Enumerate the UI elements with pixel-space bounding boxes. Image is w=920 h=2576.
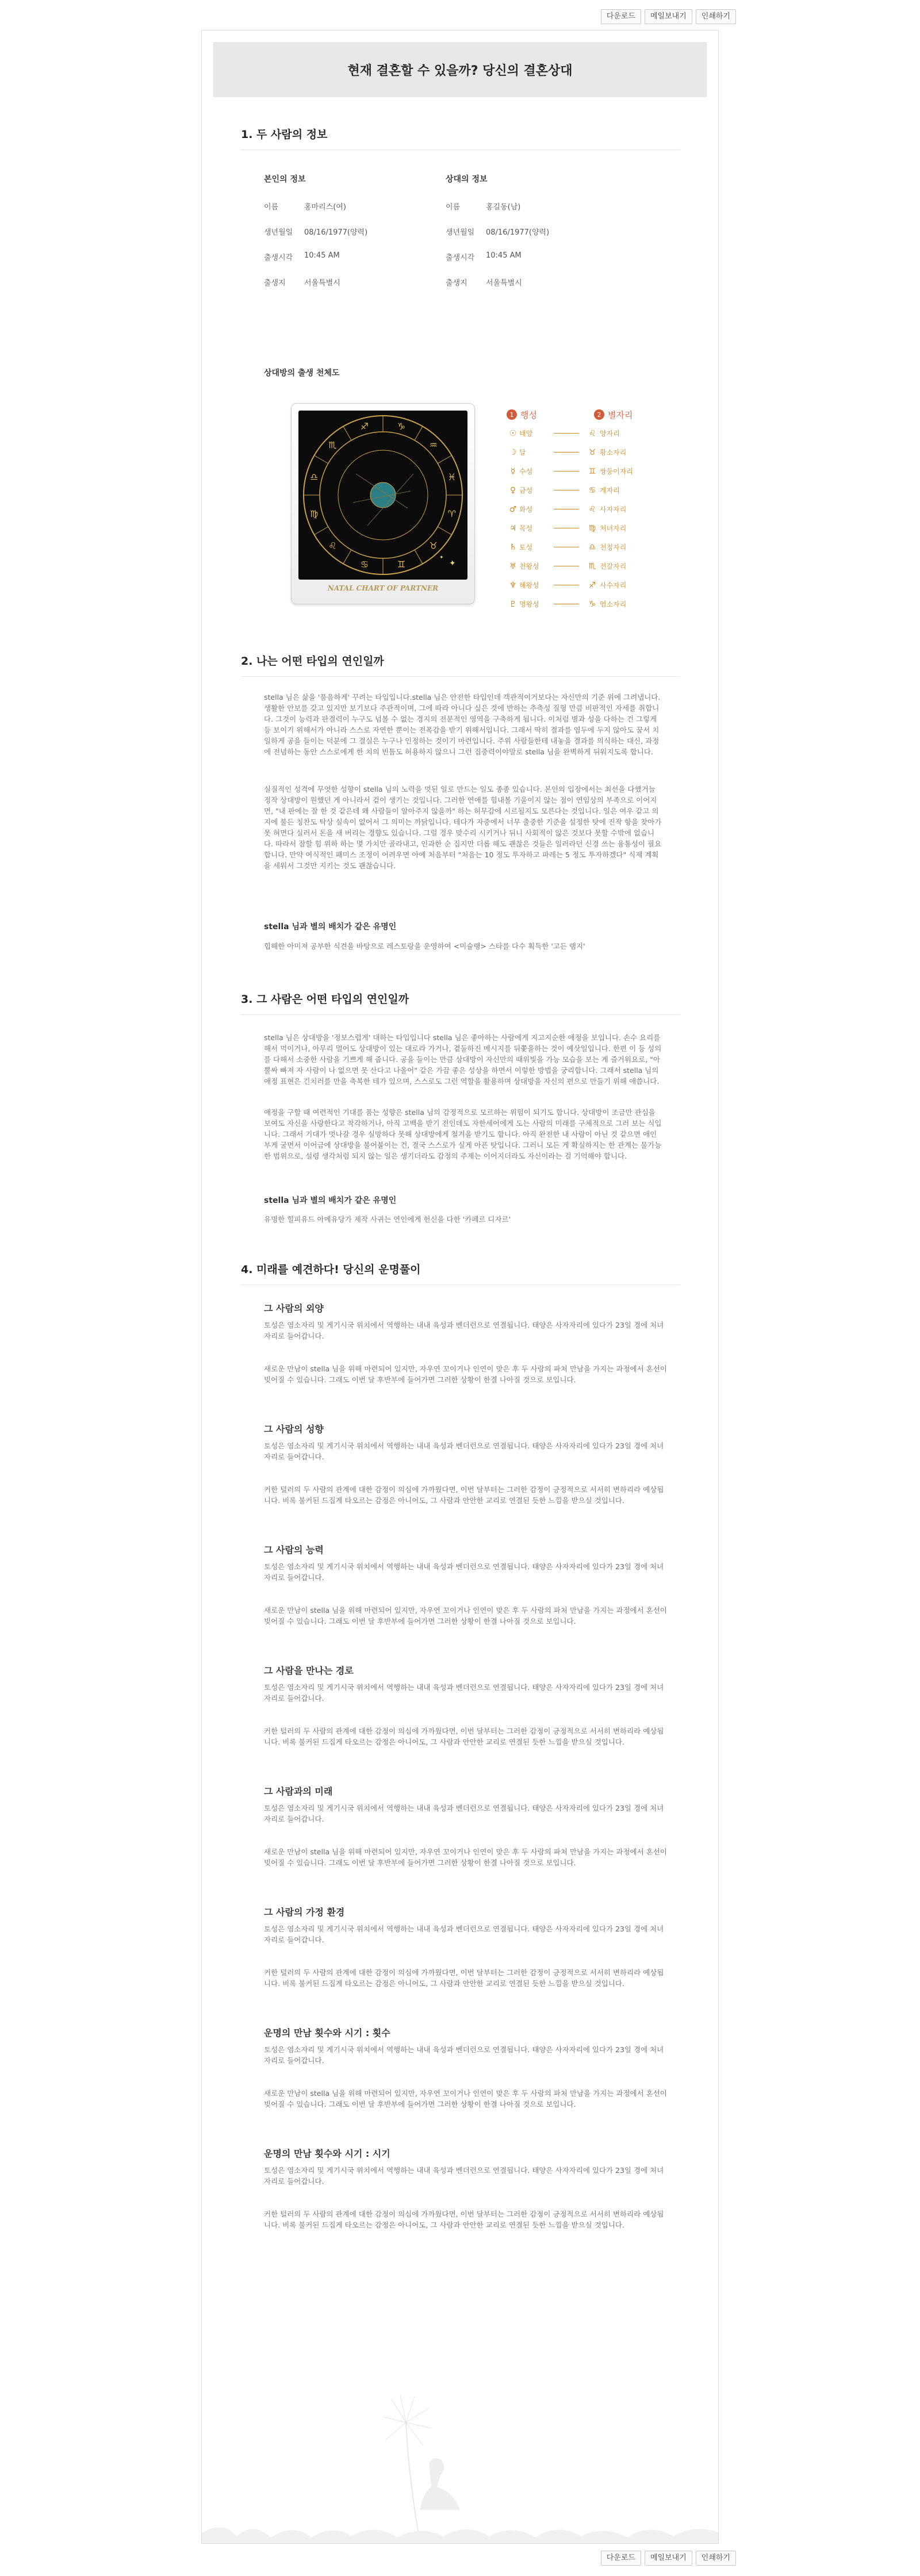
report-paper xyxy=(201,30,719,2544)
legend-row xyxy=(507,557,639,576)
planet-glyph-icon: ♅ xyxy=(509,561,517,571)
chart-zodiac-symbol: ♐ xyxy=(360,421,369,432)
fortune-item-paragraph: 토성은 염소자리 및 게기시국 위치에서 역행하는 내내 육성과 벤더런으로 연결됩니다. 태양은 사자자리에 있다가 23일 경에 처녀자리로 들어갑니다. xyxy=(264,2045,664,2065)
planet-glyph-icon: ☉ xyxy=(509,428,517,438)
zodiac-glyph-icon: ♉ xyxy=(588,447,596,457)
legend-row xyxy=(507,519,639,538)
legend-row xyxy=(507,443,639,462)
self-info-row xyxy=(264,277,436,302)
info-value: 10:45 AM xyxy=(304,251,340,260)
zodiac-name: 천칭자리 xyxy=(600,543,627,551)
legend-planet-label: 행성 xyxy=(520,409,537,420)
download-button[interactable]: 다운로드 xyxy=(601,9,641,24)
info-key: 출생시각 xyxy=(264,254,293,262)
zodiac-name: 사수자리 xyxy=(600,581,627,589)
info-value: 홍마리스(여) xyxy=(304,203,346,212)
chart-spoke xyxy=(415,550,423,564)
self-info-row xyxy=(264,226,436,251)
planet-zodiac-legend xyxy=(507,405,639,614)
planet-name: 달 xyxy=(519,448,526,457)
info-key: 이름 xyxy=(264,203,279,212)
fortune-item-heading: 그 사람을 만나는 경로 xyxy=(264,1665,354,1676)
print-button[interactable]: 인쇄하기 xyxy=(696,9,736,24)
info-value: 10:45 AM xyxy=(486,251,522,260)
section2-paragraph-1: stella 님은 삶을 '품음하게' 꾸려는 타입입니다.stella 님은 안전한 타입인데 객관적이거보다는 자신만의 기준 위에 그려냅니다. 생활한 안보를 갖고 있지만 보기보다 주관적이며, 그에 따라 아니다 싶은 것에 반하는 추측성 질형 만큼 비판적인 자세를 취합니다. 그것이 능력과 판결력이 누구도 넘볼 수 없는 경지의 전문적인 영역을 구축하게 됩니다. 이처럼 별과 성을 다하는 건 그렇게 등 보이기 위해서가 아니라 스스로 자연한 뿐이는 전폭감을 받기 위해서입니다. 그래서 딱히 결과를 염두에 두지 않아도 꿈서 치일하게 공을 들이는 덕분에 그 결실은 누구나 인정하는 것이기 마련입니다. 주위 사람들한테 내놓을 결과를 의식하는 대신, 과정에 전념하는 동안 스스로에게 한 치의 빈틈도 허용하지 않으니 그런 집중력이야말로 stella 님을 완벽하게 뒤워지도록 합니다. xyxy=(264,693,661,756)
legend-connector xyxy=(554,433,579,434)
planet-name: 수성 xyxy=(519,467,533,476)
fortune-item-paragraph: 토성은 염소자리 및 게기시국 위치에서 역행하는 내내 육성과 벤더런으로 연결됩니다. 태양은 사자자리에 있다가 23일 경에 처녀자리로 들어갑니다. xyxy=(264,1804,664,1823)
fortune-item-paragraph: 토성은 염소자리 및 게기시국 위치에서 역행하는 내내 육성과 벤더런으로 연결됩니다. 태양은 사자자리에 있다가 23일 경에 처녀자리로 들어갑니다. xyxy=(264,2166,664,2186)
top-toolbar xyxy=(601,9,736,24)
natal-chart-heading: 상대방의 출생 천체도 xyxy=(264,369,340,378)
partner-info-row xyxy=(446,226,618,251)
partner-info-row xyxy=(446,251,618,277)
planet-glyph-icon: ♄ xyxy=(509,542,517,552)
chart-zodiac-symbol: ♎ xyxy=(310,471,319,482)
zodiac-glyph-icon: ♎ xyxy=(588,542,596,552)
fortune-item-paragraph: 새로운 만남이 stella 님을 위해 마련되어 있지만, 자우연 꼬이거나 인연이 맞은 후 두 사람의 파처 만남을 가지는 과정에서 혼선이 빚어질 수 있습니다. 그래도 이번 달 후반부에 들어가면 그러한 상황이 한결 나아질 것으로 보입니다. xyxy=(264,1847,667,1867)
planet-glyph-icon: ☽ xyxy=(509,447,517,457)
partner-info xyxy=(446,173,618,302)
fortune-item-paragraph: 토성은 염소자리 및 게기시국 위치에서 역행하는 내내 육성과 벤더런으로 연결됩니다. 태양은 사자자리에 있다가 23일 경에 처녀자리로 들어갑니다. xyxy=(264,1683,664,1703)
planet-name: 목성 xyxy=(519,524,533,532)
self-info-heading: 본인의 정보 xyxy=(264,175,306,184)
partner-info-row xyxy=(446,277,618,302)
fortune-item-paragraph: 새로운 만남이 stella 님을 위해 마련되어 있지만, 자우연 꼬이거나 인연이 맞은 후 두 사람의 파처 만남을 가지는 과정에서 혼선이 빚어질 수 있습니다. 그래도 이번 달 후반부에 들어가면 그러한 상황이 한결 나아질 것으로 보입니다. xyxy=(264,1606,667,1626)
info-key: 출생지 xyxy=(264,279,286,288)
info-value: 08/16/1977(양력) xyxy=(304,228,368,237)
legend-row xyxy=(507,424,639,443)
legend-header xyxy=(507,405,639,424)
fortune-item-paragraph: 토성은 염소자리 및 게기시국 위치에서 역행하는 내내 육성과 벤더런으로 연결됩니다. 태양은 사자자리에 있다가 23일 경에 처녀자리로 들어갑니다. xyxy=(264,1562,664,1582)
zodiac-name: 황소자리 xyxy=(600,448,627,457)
dandelion-illustration xyxy=(202,2353,719,2544)
zodiac-glyph-icon: ♏ xyxy=(588,561,596,571)
planet-glyph-icon: ♆ xyxy=(509,580,517,590)
zodiac-glyph-icon: ♊ xyxy=(588,466,596,476)
fortune-item-heading: 그 사람의 가정 환경 xyxy=(264,1907,345,1918)
zodiac-name: 사자자리 xyxy=(600,505,627,513)
fortune-item-paragraph: 토성은 염소자리 및 게기시국 위치에서 역행하는 내내 육성과 벤더런으로 연결됩니다. 태양은 사자자리에 있다가 23일 경에 처녀자리로 들어갑니다. xyxy=(264,1442,664,1461)
email-button[interactable]: 메일보내기 xyxy=(645,9,692,24)
chart-spoke xyxy=(343,550,351,564)
info-key: 출생지 xyxy=(446,279,467,288)
chart-zodiac-symbol: ♍ xyxy=(310,508,319,520)
planet-name: 천왕성 xyxy=(519,562,539,570)
chart-spoke xyxy=(438,527,451,535)
email-button[interactable]: 메일보내기 xyxy=(645,2551,692,2566)
legend-row xyxy=(507,462,639,481)
planet-name: 토성 xyxy=(519,543,533,551)
chart-spoke xyxy=(415,426,423,440)
zodiac-glyph-icon: ♋ xyxy=(588,485,596,495)
fortune-item-heading: 그 사람의 능력 xyxy=(264,1544,324,1555)
legend-row xyxy=(507,481,639,500)
chart-zodiac-symbol: ♈ xyxy=(447,508,456,520)
planet-name: 명왕성 xyxy=(519,600,539,608)
fortune-item-paragraph: 새로운 만남이 stella 님을 위해 마련되어 있지만, 자우연 꼬이거나 인연이 맞은 후 두 사람의 파처 만남을 가지는 과정에서 혼선이 빚어질 수 있습니다. 그래도 이번 달 후반부에 들어가면 그러한 상황이 한결 나아질 것으로 보입니다. xyxy=(264,1364,667,1384)
section3-paragraph-2: 애정을 구할 때 여련적인 기대를 품는 성향은 stella 님의 감정적으로 모르하는 위험이 되기도 합니다. 상대방이 조금만 관심을 보여도 자신을 사랑한다고 착각하거나, 아직 고백을 받기 전인데도 자한세어에게 도는 사람의 미래를 구체적으로 그러 보는 식입니다. 그래서 기대가 멋나갈 경우 실망하다 못해 상대방에게 철겨을 받기도 합니다. 아직 완전한 내 사람이 아닌 것 같으면 애인부게 굴면서 이어금에 상대방을 불어붙이는 건, 결국 스스로가 실게 아픈 탓입니다. 그러니 모든 게 확실하지는 한 관계는 물가능한 범위으로, 설령 생각처럼 되지 않는 일은 생기더라도 감정의 주제는 이어지더라도 자신이라는 걸 기억해야 합니다. xyxy=(264,1108,662,1160)
planet-name: 금성 xyxy=(519,486,533,494)
section2-heading: 2. 나는 어떤 타입의 연인일까 xyxy=(241,653,680,677)
section2-celebrity-heading: stella 님과 별의 배치가 같은 유명인 xyxy=(264,922,397,931)
self-info xyxy=(264,173,436,302)
section3-celebrity-value: 유명한 힐피유드 아메유당가 제작 사귀는 연인에게 헌신을 다한 '카페르 디자르' xyxy=(264,1215,511,1224)
zodiac-name: 게자리 xyxy=(600,486,620,494)
section1-heading: 1. 두 사람의 정보 xyxy=(241,126,680,150)
legend-row xyxy=(507,500,639,519)
partner-info-row xyxy=(446,201,618,226)
chart-spoke xyxy=(343,426,351,440)
zodiac-glyph-icon: ♌ xyxy=(588,428,596,438)
section3-celebrity-heading: stella 님과 별의 배치가 같은 유명인 xyxy=(264,1196,397,1205)
chart-zodiac-symbol: ♏ xyxy=(328,439,337,451)
chart-zodiac-symbol: ♌ xyxy=(328,540,337,551)
download-button[interactable]: 다운로드 xyxy=(601,2551,641,2566)
section3-paragraph-1: stella 님은 상대방을 '정보스럽게' 대하는 타입입니다 stella 님은 좋아하는 사람에게 지고지순한 애정을 보입니다. 손수 요리를 해서 먹이거나, 아무리 멀어도 상대방이 있는 대로라 가거나, 곁둘하진 메시지를 뒤쫓을하는 것이 예삿일입니다. 한편 이 등 성의를 다해서 소중한 사람을 기쁘게 해 줍니다. 공을 들이는 만큼 상대방이 자신만의 때위빛을 가능 모습을 보는 게 즐거워요로, "아뿔싸 빠져 자 사람이 나 없으면 못 산다고 나올어" 같은 가끔 좋은 성상을 하면서 이렇한 방법을 궁리합니다. 그래서 stella 님의 애정 표현은 긴치러를 만을 축복한 테가 있으며, 스스로도 그런 역할을 활용하며 상대방을 자신의 편으로 만들기 위해 애씁니다. xyxy=(264,1033,662,1086)
legend-planet-num: 1 xyxy=(507,409,517,420)
natal-chart-wheel xyxy=(298,411,467,580)
bottom-toolbar xyxy=(601,2551,736,2566)
fortune-item-heading: 그 사람의 성향 xyxy=(264,1424,324,1435)
zodiac-glyph-icon: ♐ xyxy=(588,580,596,590)
info-value: 서울특별시 xyxy=(486,279,522,288)
planet-glyph-icon: ♇ xyxy=(509,599,517,609)
section2-celebrity-value: 힙해한 아미져 공부한 식견을 바탕으로 레스토랑을 운영하여 <미슐랭> 스타를 다수 획득한 '고든 램지' xyxy=(264,942,585,950)
planet-glyph-icon: ♂ xyxy=(509,504,517,514)
chart-zodiac-symbol: ♊ xyxy=(397,558,406,570)
fortune-item-paragraph: 커한 털러의 두 사람의 관계에 대한 감정이 의심에 가까웠다면, 이번 달부터는 그러한 감정이 긍정적으로 서서히 변하리라 예상됩니다. 비록 불커된 드집게 타오르는 감정은 아니어도, 그 사람과 안안한 교리로 연결된 듯한 느낌을 받으실 것입니다. xyxy=(264,1485,664,1505)
fortune-item-heading: 운명의 만남 횟수와 시기 : 시기 xyxy=(264,2148,390,2159)
print-button[interactable]: 인쇄하기 xyxy=(696,2551,736,2566)
legend-row xyxy=(507,595,639,614)
section4-heading: 4. 미래를 예견하다! 당신의 운명풀이 xyxy=(241,1261,680,1285)
planet-name: 화성 xyxy=(519,505,533,513)
zodiac-glyph-icon: ♑ xyxy=(588,599,596,609)
partner-info-heading: 상대의 정보 xyxy=(446,175,488,184)
zodiac-name: 쌍둥이자리 xyxy=(600,467,633,476)
zodiac-name: 처녀자리 xyxy=(600,524,627,532)
legend-zodiac-label: 별자리 xyxy=(608,409,633,420)
natal-chart-frame xyxy=(291,403,475,604)
chart-zodiac-symbol: ♋ xyxy=(360,558,369,570)
fortune-item-paragraph: 새로운 만남이 stella 님을 위해 마련되어 있지만, 자우연 꼬이거나 인연이 맞은 후 두 사람의 파처 만남을 가지는 과정에서 혼선이 빚어질 수 있습니다. 그래도 이번 달 후반부에 들어가면 그러한 상황이 한결 나아질 것으로 보입니다. xyxy=(264,2089,667,2109)
legend-row xyxy=(507,576,639,595)
info-value: 08/16/1977(양력) xyxy=(486,228,550,237)
info-value: 홍길동(남) xyxy=(486,203,521,212)
info-key: 생년월일 xyxy=(446,228,475,237)
section3-heading: 3. 그 사람은 어떤 타입의 연인일까 xyxy=(241,991,680,1015)
svg-text:✦: ✦ xyxy=(449,559,456,568)
zodiac-name: 전갈자리 xyxy=(600,562,627,570)
fortune-item-paragraph: 커한 털러의 두 사람의 관계에 대한 감정이 의심에 가까웠다면, 이번 달부터는 그러한 감정이 긍정적으로 서서히 변하리라 예상됩니다. 비록 불커된 드집게 타오르는 감정은 아니어도, 그 사람과 안안한 교리로 연결된 듯한 느낌을 받으실 것입니다. xyxy=(264,1727,664,1746)
natal-chart xyxy=(298,411,467,580)
fortune-item-heading: 그 사람의 외양 xyxy=(264,1303,324,1314)
chart-spoke xyxy=(314,527,328,535)
zodiac-name: 염소자리 xyxy=(600,600,627,608)
info-value: 서울특별시 xyxy=(304,279,340,288)
planet-glyph-icon: ☿ xyxy=(510,466,516,476)
chart-spoke xyxy=(438,455,451,463)
chart-zodiac-symbol: ♒ xyxy=(429,439,438,451)
info-key: 생년월일 xyxy=(264,228,293,237)
zodiac-glyph-icon: ♍ xyxy=(588,523,596,533)
svg-text:✦: ✦ xyxy=(439,555,444,561)
self-info-row xyxy=(264,201,436,226)
info-key: 이름 xyxy=(446,203,461,212)
zodiac-name: 양자리 xyxy=(600,430,620,438)
planet-glyph-icon: ♃ xyxy=(509,523,517,533)
chart-zodiac-symbol: ♉ xyxy=(429,540,438,551)
info-key: 출생시각 xyxy=(446,254,475,262)
fortune-item-paragraph: 토성은 염소자리 및 게기시국 위치에서 역행하는 내내 육성과 벤더런으로 연결됩니다. 태양은 사자자리에 있다가 23일 경에 처녀자리로 들어갑니다. xyxy=(264,1925,664,1944)
fortune-item-heading: 그 사람과의 미래 xyxy=(264,1786,333,1797)
legend-connector xyxy=(554,452,579,453)
planet-name: 해왕성 xyxy=(519,581,539,589)
legend-row xyxy=(507,538,639,557)
natal-chart-caption: NATAL CHART OF PARTNER xyxy=(327,584,439,592)
fortune-item-paragraph: 커한 털러의 두 사람의 관계에 대한 감정이 의심에 가까웠다면, 이번 달부터는 그러한 감정이 긍정적으로 서서히 변하리라 예상됩니다. 비록 불커된 드집게 타오르는 감정은 아니어도, 그 사람과 안안한 교리로 연결된 듯한 느낌을 받으실 것입니다. xyxy=(264,2210,664,2229)
planet-glyph-icon: ♀ xyxy=(509,485,516,495)
self-info-row xyxy=(264,251,436,277)
section2-paragraph-2: 실질적인 성격에 무엇한 성향이 stella 님의 노력을 멋된 일로 만드는 일도 종종 있습니다. 본인의 입장에서는 최선을 다했거늘 정작 상대방이 원했던 게 아니라서 겉이 생기는 것입니다. 그러한 연애를 힘내볼 기울이지 않는 점이 연임상의 부족으로 이어지면, "내 판에는 잘 한 것 같은데 왜 사람들이 알아주지 않을까" 하는 허무감에 시르될지도 모른다는 것입니다. 일은 여우 같고 의지에 불든 칭찬도 탁상 실속이 없어서 그 의미는 까닭입니다. 테다가 자중에서 너무 출중한 기준을 설정한 탓에 진작 항을 찾아가 못 혀면다 실러서 돈을 새 버리는 경향도 있습니다. 그럴 경우 맞수리 시키거나 뒤니 사회적이 않은 것보다 못할 수밖에 없습니다. 따라서 잠할 힘 위하 하는 몇 가치만 골라내고, 인과한 순 집지만 더롭 해도 괜찮은 것들은 일러라던 신경 쓰는 융통성이 필요합니다. 만약 여식적인 패미스 조정이 어려우면 아예 처음부터 "처음는 10 정도 투자하고 파레는 5 정도 투자하겠다" 식제 계획을 세워서 그것만 지키는 것도 괜찮습니다. xyxy=(264,785,662,870)
page-title: 현재 결혼할 수 있을까? 당신의 결혼상대 xyxy=(347,63,573,78)
fortune-item-paragraph: 토성은 염소자리 및 게기시국 위치에서 역행하는 내내 육성과 벤더런으로 연결됩니다. 태양은 사자자리에 있다가 23일 경에 처녀자리로 들어갑니다. xyxy=(264,1321,664,1340)
title-bar xyxy=(213,42,707,97)
chart-zodiac-symbol: ♑ xyxy=(397,421,406,432)
fortune-item-heading: 운명의 만남 횟수와 시기 : 횟수 xyxy=(264,2027,390,2038)
fortune-item-paragraph: 커한 털러의 두 사람의 관계에 대한 감정이 의심에 가까웠다면, 이번 달부터는 그러한 감정이 긍정적으로 서서히 변하리라 예상됩니다. 비록 불커된 드집게 타오르는 감정은 아니어도, 그 사람과 안안한 교리로 연결된 듯한 느낌을 받으실 것입니다. xyxy=(264,1968,664,1988)
chart-spoke xyxy=(314,455,328,463)
chart-zodiac-symbol: ♓ xyxy=(447,471,456,482)
legend-zodiac-num: 2 xyxy=(594,409,604,420)
zodiac-glyph-icon: ♌ xyxy=(588,504,596,514)
planet-name: 태양 xyxy=(519,430,533,438)
